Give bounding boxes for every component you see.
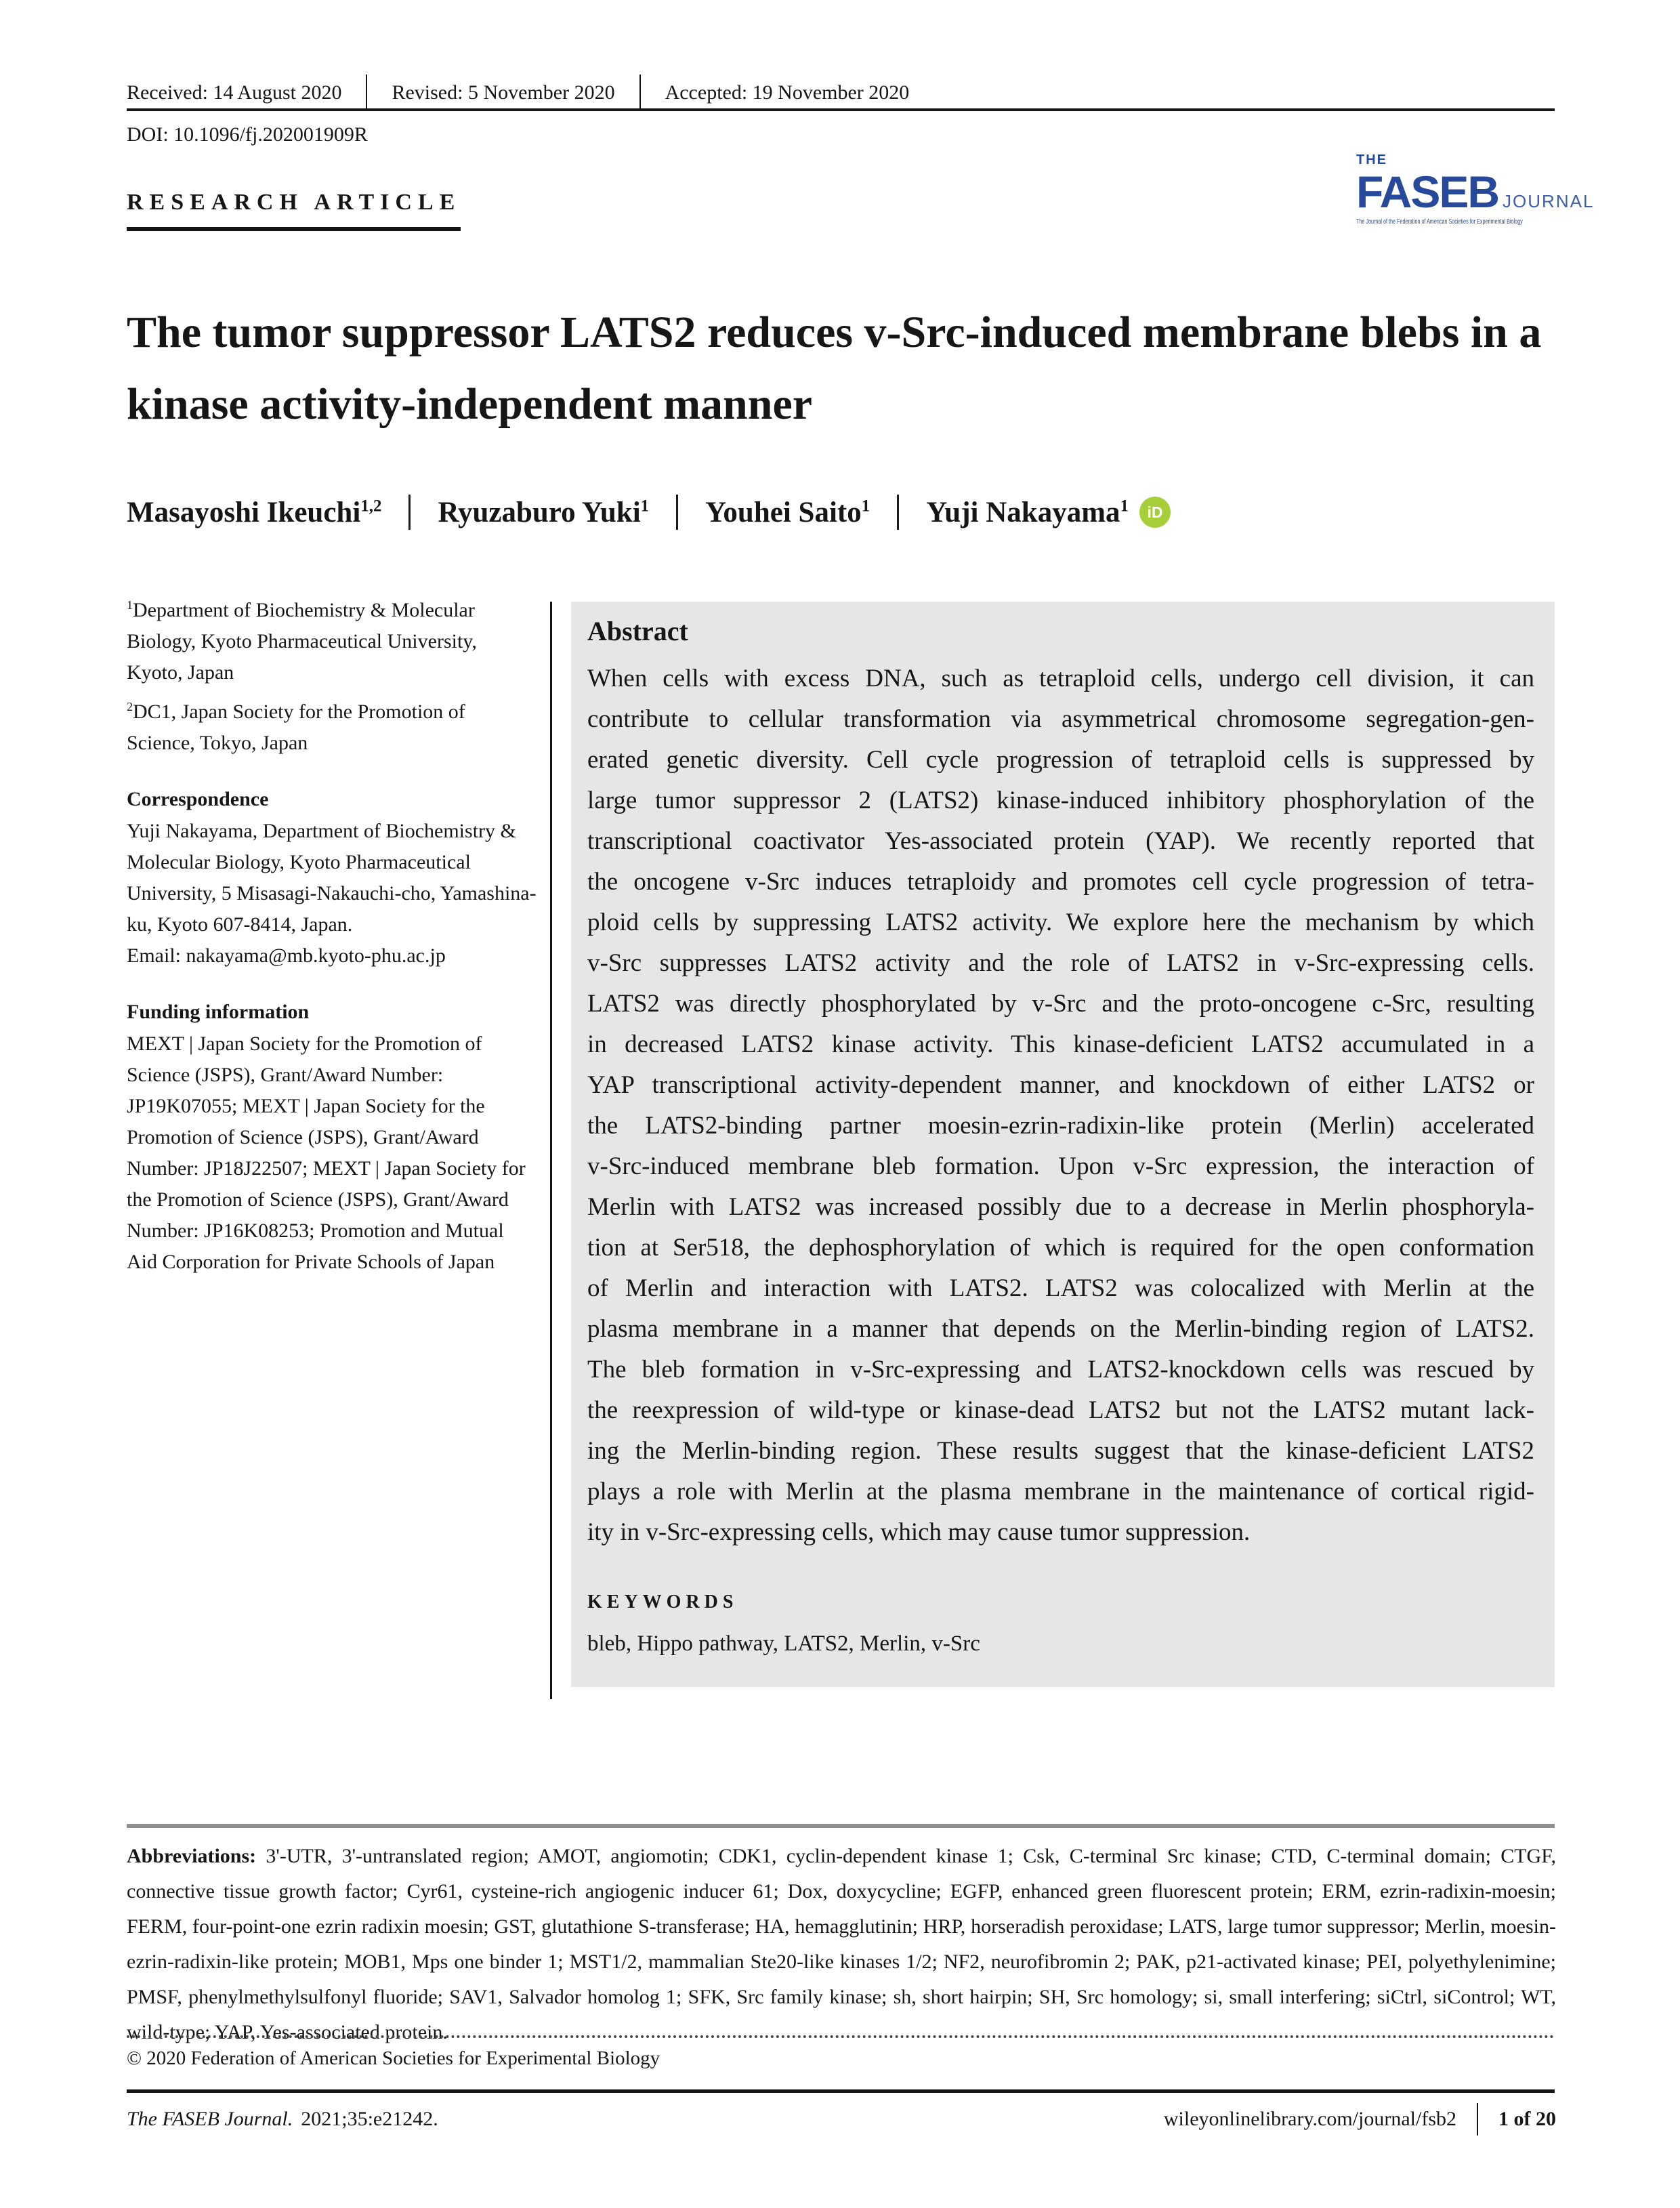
footer-citation-text: 2021;35:e21242. xyxy=(301,2108,438,2130)
copyright-text: © 2020 Federation of American Societies for Experimental Biology xyxy=(127,2047,660,2069)
left-column xyxy=(127,595,537,1278)
footer-journal-name: The FASEB Journal. xyxy=(127,2108,293,2130)
abstract-line: transcriptional coactivator Yes-associated protein (YAP). We recently reported that xyxy=(587,827,1534,855)
copyright-dotted-rule xyxy=(127,2035,1555,2038)
correspondence-heading: Correspondence xyxy=(127,788,269,810)
footer-divider xyxy=(1477,2103,1478,2136)
author: Yuji Nakayama$^1$ xyxy=(926,496,1129,528)
received-revised-accepted-row xyxy=(127,75,909,111)
affiliation: $^2$DC1, Japan Society for the Promotion of Science, Tokyo, Japan xyxy=(127,700,465,754)
author: Ryuzaburo Yuki$^1$ xyxy=(438,496,650,528)
funding-heading: Funding information xyxy=(127,1001,310,1023)
abstract-line: The bleb formation in v-Src-expressing and LATS2-knockdown cells was rescued by xyxy=(587,1356,1534,1383)
abstract-line: erated genetic diversity. Cell cycle progression of tetraploid cells is suppressed by xyxy=(587,746,1534,774)
abstract-line: the oncogene v-Src induces tetraploidy and promotes cell cycle progression of tetra- xyxy=(587,868,1534,896)
abbreviations-label: Abbreviations: xyxy=(127,1845,257,1867)
abbreviations-block xyxy=(127,1839,1556,2050)
page-title: The tumor suppressor LATS2 reduces v-Src-induced membrane blebs in a kinase activity-independent manner xyxy=(127,308,1542,429)
abstract-line: large tumor suppressor 2 (LATS2) kinase-induced inhibitory phosphorylation of the xyxy=(587,787,1534,814)
abstract-line: ity in v-Src-expressing cells, which may cause tumor suppression. xyxy=(587,1518,1251,1546)
revised-date: Revised: 5 November 2020 xyxy=(392,81,615,104)
abstract-line: plays a role with Merlin at the plasma membrane in the maintenance of cortical rigid- xyxy=(587,1478,1534,1505)
abstract-line: v-Src suppresses LATS2 activity and the role of LATS2 in v-Src-expressing cells. xyxy=(587,949,1534,977)
logo-the-text: THE xyxy=(1356,152,1387,167)
page-number: 1 of 20 xyxy=(1498,2108,1556,2130)
abstract-line: ing the Merlin-binding region. These results suggest that the kinase-deficient LATS2 xyxy=(587,1437,1534,1465)
author: Youhei Saito$^1$ xyxy=(705,496,870,528)
abstract-line: the LATS2-binding partner moesin-ezrin-radixin-like protein (Merlin) accelerated xyxy=(587,1112,1534,1140)
author-divider xyxy=(897,495,899,530)
abstract-line: plasma membrane in a manner that depends on the Merlin-binding region of LATS2. xyxy=(587,1315,1534,1343)
author-divider xyxy=(408,495,411,530)
header-rule xyxy=(127,108,1555,111)
header-divider xyxy=(366,75,367,111)
abstract-heading: Abstract xyxy=(587,616,688,646)
abstract-line: Merlin with LATS2 was increased possibly due to a decrease in Merlin phosphoryla- xyxy=(587,1193,1534,1221)
orcid-icon[interactable]: iD xyxy=(1139,497,1171,528)
abstract-line: of Merlin and interaction with LATS2. LATS2 was colocalized with Merlin at the xyxy=(587,1274,1534,1302)
abstract-line: contribute to cellular transformation via asymmetrical chromosome segregation-gen- xyxy=(587,705,1534,733)
header-divider xyxy=(639,75,641,111)
keywords-heading: KEYWORDS xyxy=(587,1591,738,1612)
footer-citation xyxy=(127,2108,438,2131)
abstract-line: YAP transcriptional activity-dependent manner, and knockdown of either LATS2 or xyxy=(587,1071,1534,1099)
accepted-date: Accepted: 19 November 2020 xyxy=(665,81,910,104)
correspondence-body: Yuji Nakayama, Department of Biochemistry & Molecular Biology, Kyoto Pharmaceutical University, 5 Misasagi-Nakauchi-cho, Yamashina-ku, Kyoto 607-8414, Japan. xyxy=(127,820,537,936)
author: Masayoshi Ikeuchi$^{1,2}$ xyxy=(127,496,382,528)
abstract-line: ploid cells by suppressing LATS2 activity. We explore here the mechanism by which xyxy=(587,909,1534,936)
author-divider xyxy=(676,495,678,530)
footer-rule xyxy=(127,2089,1555,2093)
abstract-line: LATS2 was directly phosphorylated by v-Src and the proto-oncogene c-Src, resulting xyxy=(587,990,1534,1018)
funding-body: MEXT | Japan Society for the Promotion of Science (JSPS), Grant/Award Number: JP19K07055; MEXT | Japan Society for the Promotion of Science (JSPS), Grant/Award Number: JP18J22507; MEXT | Japan Society for the Promotion of Science (JSPS), Grant/Award Number: JP16K08253; Promotion and Mutual Aid Corporation for Private Schools of Japan xyxy=(127,1033,526,1273)
keywords-text: bleb, Hippo pathway, LATS2, Merlin, v-Src xyxy=(587,1631,980,1656)
affiliation: $^1$Department of Biochemistry & Molecular Biology, Kyoto Pharmaceutical University, Kyoto, Japan xyxy=(127,598,477,684)
abstract-panel xyxy=(571,602,1555,1687)
logo-faseb-text: FASEB xyxy=(1356,167,1499,217)
abstract-line: the reexpression of wild-type or kinase-dead LATS2 but not the LATS2 mutant lack- xyxy=(587,1396,1534,1424)
footer-url[interactable]: wileyonlinelibrary.com/journal/fsb2 xyxy=(1163,2108,1456,2130)
received-date: Received: 14 August 2020 xyxy=(127,81,342,104)
doi-text[interactable]: DOI: 10.1096/fj.202001909R xyxy=(127,123,368,146)
author-list xyxy=(127,492,1171,533)
article-type-label: RESEARCH ARTICLE xyxy=(127,190,461,231)
logo-journal-text: JOURNAL xyxy=(1503,191,1595,211)
abstract-line: tion at Ser518, the dephosphorylation of which is required for the open conformation xyxy=(587,1234,1534,1262)
abstract-line: v-Src-induced membrane bleb formation. Upon v-Src expression, the interaction of xyxy=(587,1152,1534,1180)
correspondence-email[interactable]: Email: nakayama@mb.kyoto-phu.ac.jp xyxy=(127,944,446,967)
abstract-line: in decreased LATS2 kinase activity. This kinase-deficient LATS2 accumulated in a xyxy=(587,1030,1534,1058)
faseb-journal-logo xyxy=(1356,153,1594,226)
abstract-line: When cells with excess DNA, such as tetraploid cells, undergo cell division, it can xyxy=(587,665,1534,692)
column-divider-rule xyxy=(550,602,552,1699)
footer xyxy=(127,2099,1556,2140)
abbreviations-text: 3'-UTR, 3'-untranslated region; AMOT, angiomotin; CDK1, cyclin-dependent kinase 1; Csk, C-terminal Src kinase; CTD, C-terminal domain; CTGF, connective tissue growth factor; Cyr61, cysteine-rich angiogenic inducer 61; Dox, doxycycline; EGFP, enhanced green fluorescent protein; ERM, ezrin-radixin-moesin; FERM, four-point-one ezrin radixin moesin; GST, glutathione S-transferase; HA, hemagglutinin; HRP, horseradish peroxidase; LATS, large tumor suppressor; Merlin, moesin-ezrin-radixin-like protein; MOB1, Mps one binder 1; MST1/2, mammalian Ste20-like kinases 1/2; NF2, neurofibromin 2; PAK, p21-activated kinase; PEI, polyethylenimine; PMSF, phenylmethylsulfonyl fluoride; SAV1, Salvador homolog 1; SFK, Src family kinase; sh, short hairpin; SH, Src homology; si, small interfering; siCtrl, siControl; WT, wild-type; YAP, Yes-associated protein. xyxy=(127,1845,1556,2043)
logo-tagline: The Journal of the Federation of American Societies for Experimental Biology xyxy=(1356,218,1523,226)
abbreviations-rule xyxy=(127,1824,1555,1828)
